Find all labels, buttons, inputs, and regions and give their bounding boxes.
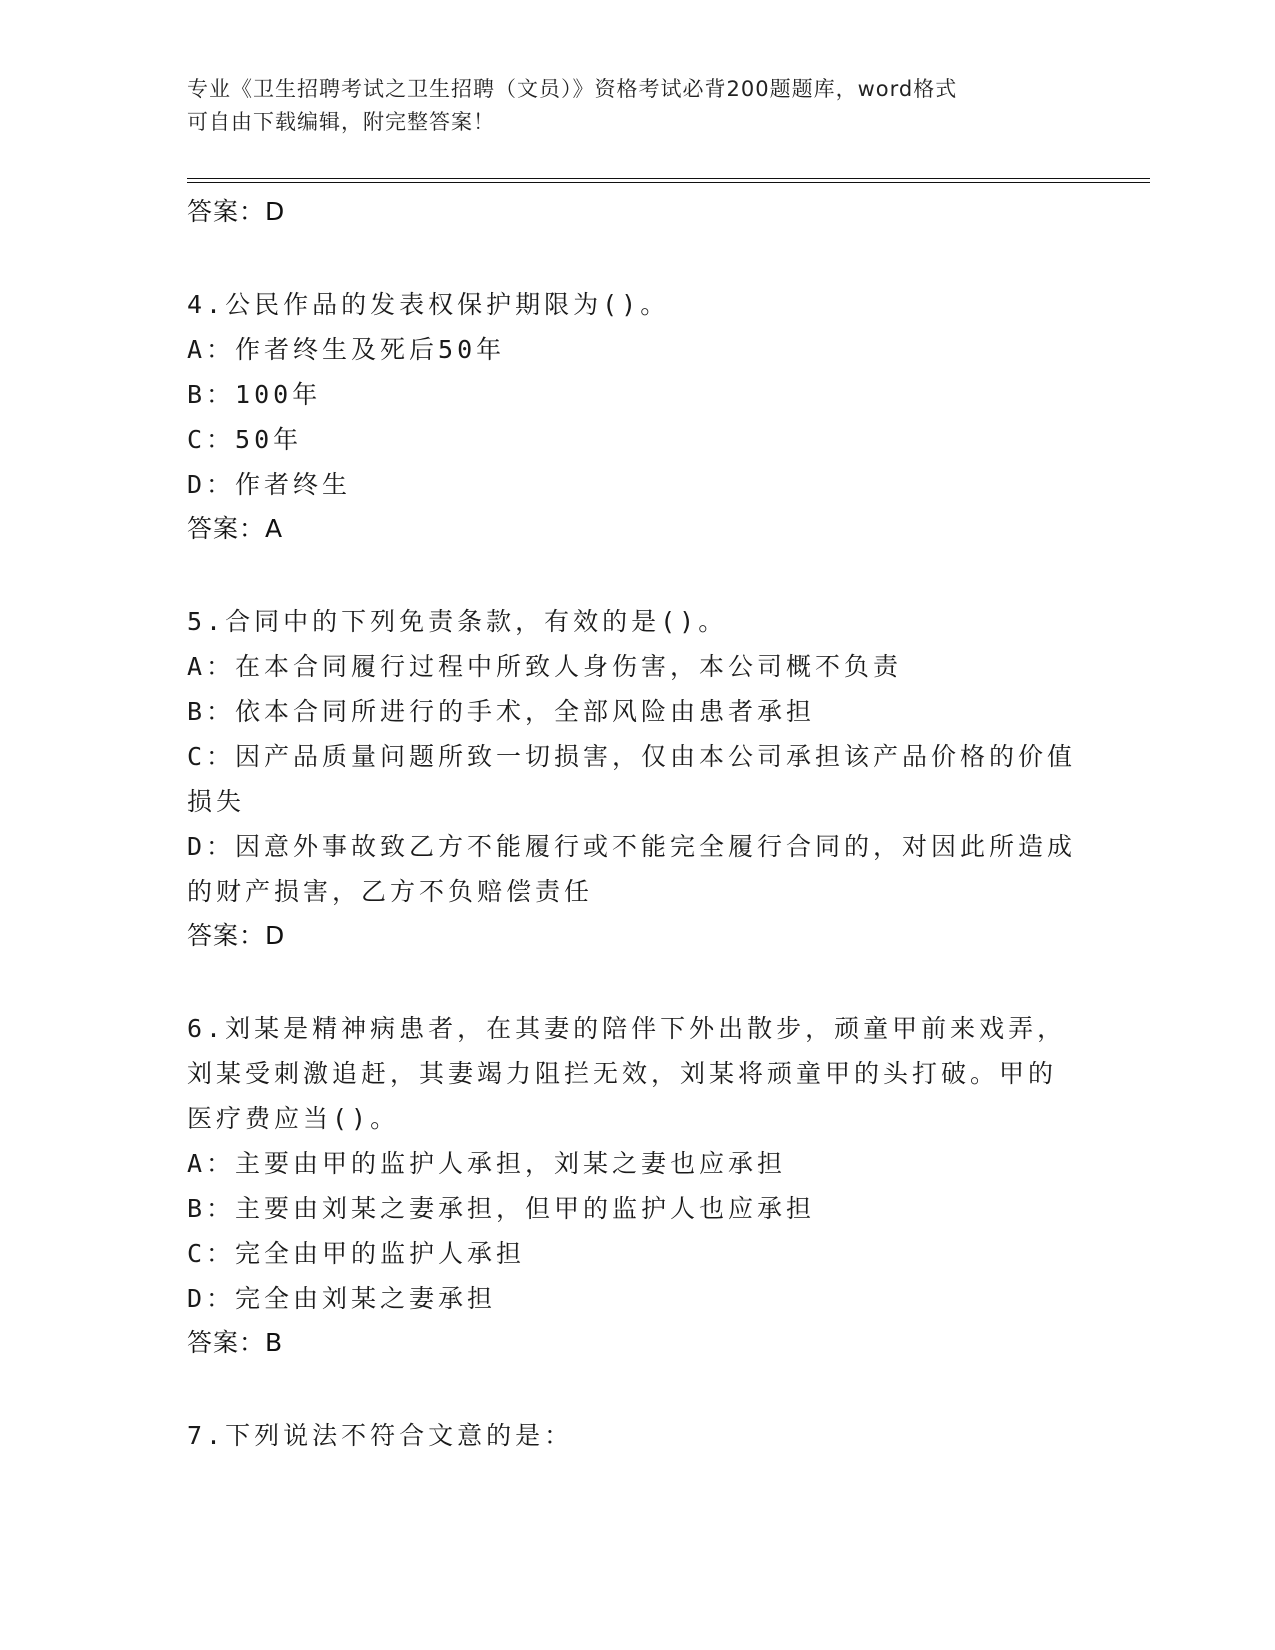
question-4-answer: 答案：A [187,514,284,543]
question-4-option-c: C：50年 [187,425,303,454]
header-divider-bottom [187,182,1150,183]
question-5-option-d-line-2: 的财产损害，乙方不负赔偿责任 [187,877,594,906]
header-divider-top [187,178,1150,179]
question-content [187,190,1087,1458]
question-5-option-a: A：在本合同履行过程中所致人身伤害，本公司概不负责 [187,652,903,681]
spacer [187,551,1087,599]
question-4-option-d: D：作者终生 [187,470,352,499]
question-6-answer: 答案：B [187,1328,284,1357]
question-5-stem: 5.合同中的下列免责条款，有效的是()。 [187,607,728,636]
question-4-stem: 4.公民作品的发表权保护期限为()。 [187,290,670,319]
question-6-stem-line-3: 医疗费应当()。 [187,1104,400,1133]
question-5-option-c-line-1: C：因产品质量问题所致一切损害，仅由本公司承担该产品价格的价值 [187,742,1077,771]
question-4 [187,282,1087,551]
question-6-option-a: A：主要由甲的监护人承担，刘某之妻也应承担 [187,1149,787,1178]
answer-3: 答案：D [187,197,286,226]
question-6 [187,1006,1087,1365]
question-5-option-c-line-2: 损失 [187,787,246,816]
spacer [187,234,1087,282]
question-4-option-a: A：作者终生及死后50年 [187,335,506,364]
question-6-option-c: C：完全由甲的监护人承担 [187,1239,526,1268]
question-5-answer: 答案：D [187,921,286,950]
question-7-stem: 7.下列说法不符合文意的是： [187,1421,574,1450]
document-header [187,73,1087,139]
question-5-option-d-line-1: D：因意外事故致乙方不能履行或不能完全履行合同的，对因此所造成 [187,832,1077,861]
question-6-stem-line-2: 刘某受刺激追赶，其妻竭力阻拦无效，刘某将顽童甲的头打破。甲的 [187,1059,1058,1088]
spacer [187,1365,1087,1413]
spacer [187,958,1087,1006]
question-5 [187,599,1087,958]
question-6-option-b: B：主要由刘某之妻承担，但甲的监护人也应承担 [187,1194,816,1223]
question-5-option-b: B：依本合同所进行的手术，全部风险由患者承担 [187,697,816,726]
question-6-stem-line-1: 6.刘某是精神病患者，在其妻的陪伴下外出散步，顽童甲前来戏弄， [187,1014,1067,1043]
question-7 [187,1413,1087,1458]
header-line-1: 专业《卫生招聘考试之卫生招聘（文员）》资格考试必背200题题库，word格式 [187,77,958,101]
header-line-2: 可自由下载编辑，附完整答案！ [187,110,495,134]
question-6-option-d: D：完全由刘某之妻承担 [187,1284,497,1313]
question-4-option-b: B：100年 [187,380,322,409]
